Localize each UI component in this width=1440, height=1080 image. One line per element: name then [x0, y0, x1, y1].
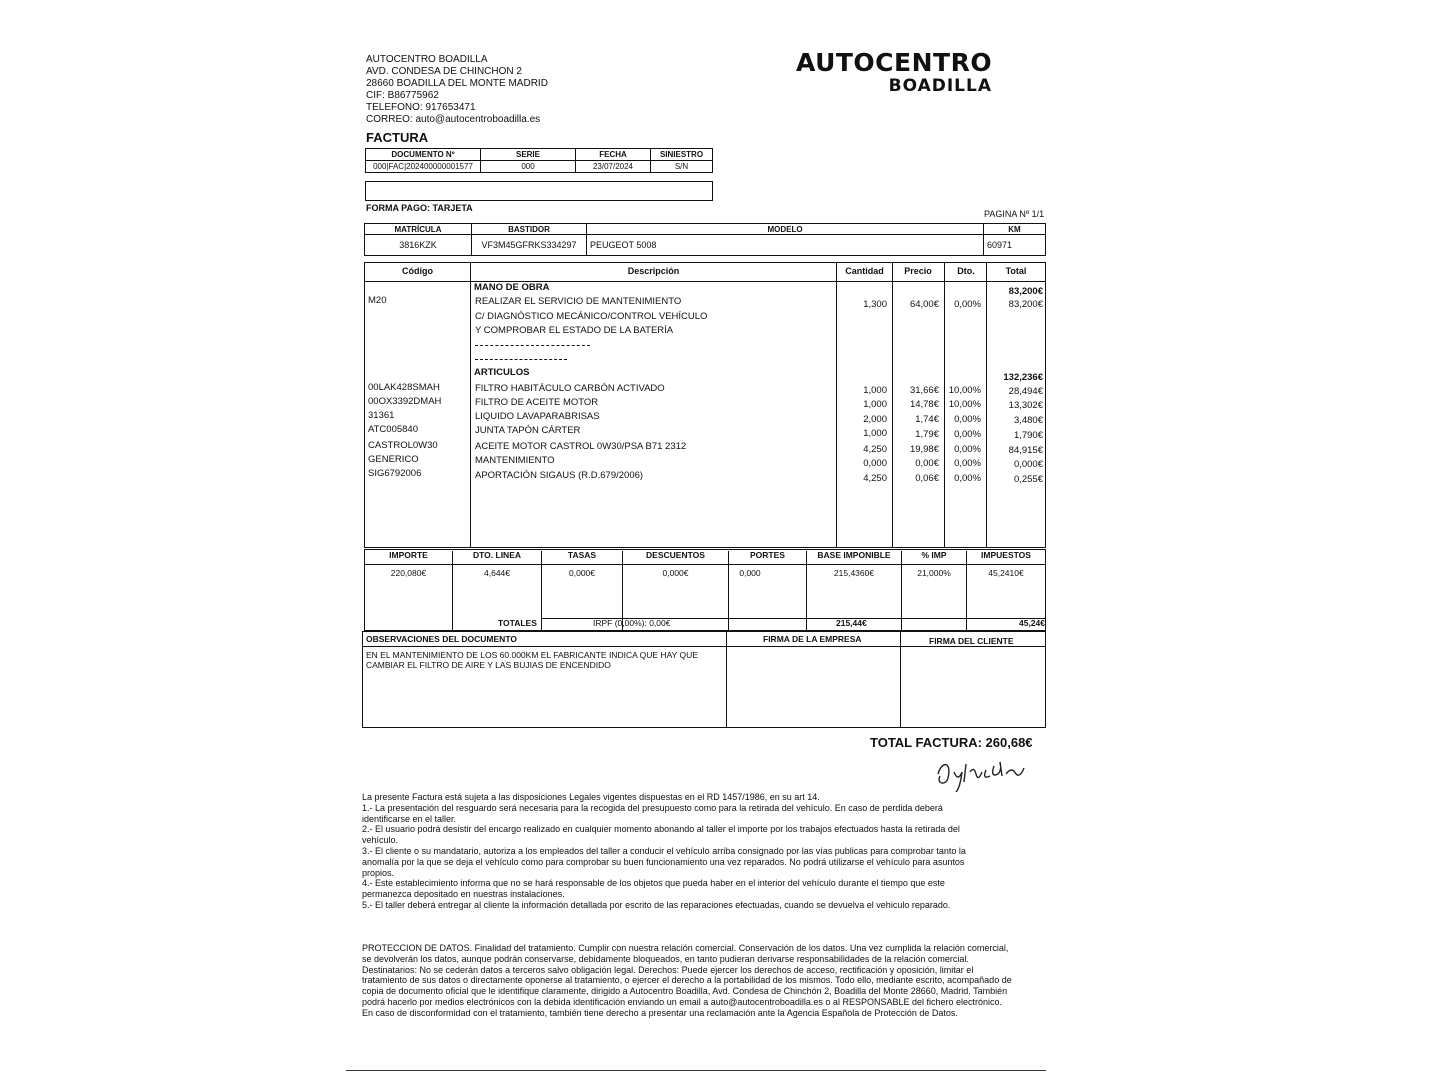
line-total: 13,302€	[1008, 400, 1043, 411]
line-dto: 0,00%	[954, 429, 981, 440]
vehicle-bastidor: VF3M45GFRKS334297	[472, 235, 587, 256]
observations-text: EN EL MANTENIMIENTO DE LOS 60.000KM EL FABRICANTE INDICA QUE HAY QUE CAMBIAR EL FILTRO DE AIRE Y LAS BUJIAS DE ENCENDIDO	[366, 650, 698, 670]
totals-value-descuentos: 0,000€	[662, 568, 689, 578]
line-total: 1,790€	[1013, 430, 1043, 441]
section-mano-de-obra: MANO DE OBRA	[474, 282, 550, 293]
doc-header-documento: DOCUMENTO Nº	[366, 149, 481, 161]
doc-header-siniestro: SINIESTRO	[651, 149, 713, 161]
line-desc: FILTRO HABITÁCULO CARBÓN ACTIVADO	[475, 383, 665, 394]
line-cantidad: 4,250	[863, 444, 887, 455]
line-cantidad: 2,000	[863, 414, 887, 425]
document-info-table	[365, 148, 713, 173]
line-precio: 31,66€	[909, 385, 939, 396]
vehicle-table	[364, 223, 1046, 256]
divider	[452, 551, 453, 630]
impuestos-total: 45,24€	[1019, 618, 1045, 628]
legal-line: 3.- El cliente o su mandatario, autoriza a los empleados del taller a conducir el vehículo arriba consignado por las vías publicas para comprobar tanto la anomalía por la que se deja el vehículo como para comprobar su buen funcionamiento una vez reparados. No podrá utilizarse el vehículo para asuntos propios.	[362, 845, 966, 878]
client-signature-header: FIRMA DEL CLIENTE	[929, 636, 1014, 646]
col-precio: Precio	[904, 266, 932, 276]
legal-line: 2.- El usuario podrá desistir del encargo realizado en cualquier momento abonando al taller el importe por los trabajos efectuados hasta la retirada del vehículo.	[362, 824, 960, 846]
line-total: 28,494€	[1008, 386, 1043, 397]
line-cantidad: 1,000	[863, 428, 887, 439]
line-total: 83,200€	[1008, 299, 1043, 310]
company-signature-header: FIRMA DE LA EMPRESA	[763, 634, 862, 644]
legal-line: 4.- Este establecimiento informa que no se hará responsable de los objetos que pueda haber en el interior del vehículo durante el tiempo que este permanezca depositado en nuestras instalaciones.	[362, 878, 945, 900]
divider	[944, 263, 945, 547]
document-title: FACTURA	[366, 130, 429, 145]
totals-value-impuestos: 45,2410€	[988, 568, 1024, 578]
line-code: 00LAK428SMAH	[368, 382, 440, 393]
divider	[986, 263, 987, 547]
line-desc: C/ DIAGNÓSTICO MECÁNICO/CONTROL VEHÍCULO	[475, 311, 708, 322]
line-code: 31361	[368, 410, 395, 421]
line-total: 0,255€	[1013, 474, 1043, 485]
totals-header-pct-imp: % IMP	[902, 550, 966, 565]
company-info	[366, 54, 548, 126]
line-precio: 14,78€	[909, 399, 939, 410]
totals-value-importe: 220,080€	[390, 568, 427, 578]
bottom-rule	[346, 1070, 1046, 1071]
vehicle-modelo: PEUGEOT 5008	[587, 235, 984, 256]
totals-header-impuestos: IMPUESTOS	[967, 550, 1045, 565]
col-cantidad: Cantidad	[845, 266, 884, 276]
line-precio: 0,00€	[915, 458, 939, 469]
vehicle-header-modelo: MODELO	[587, 224, 984, 235]
logo-line1: AUTOCENTRO	[796, 48, 993, 77]
legal-line: La presente Factura está sujeta a las disposiciones Legales vigentes dispuestas en el RD 1457/1986, en su art 14.	[362, 792, 820, 802]
totals-header-portes: PORTES	[729, 550, 806, 565]
separator-dashes	[475, 359, 567, 360]
line-cantidad: 4,250	[863, 473, 887, 484]
line-dto: 0,00%	[954, 444, 981, 455]
legal-line: 5.- El taller deberá entregar al cliente la información detallada por escrito de las reparaciones efectuadas, cuando se devuelva el vehiculo reparado.	[362, 899, 951, 910]
total-factura: TOTAL FACTURA: 260,68€	[870, 735, 1033, 750]
line-code: 00OX3392DMAH	[368, 396, 442, 407]
page-number: PAGINA Nº 1/1	[984, 209, 1045, 219]
col-total: Total	[1005, 266, 1027, 276]
totales-label: TOTALES	[498, 618, 537, 628]
divider	[363, 646, 1045, 647]
invoice-lines	[364, 262, 1046, 548]
line-dto: 0,00%	[954, 458, 981, 469]
totals-value-base: 215,4360€	[833, 568, 875, 578]
line-cantidad: 0,000	[863, 458, 887, 469]
vehicle-header-bastidor: BASTIDOR	[472, 224, 587, 235]
company-email: CORREO: auto@autocentroboadilla.es	[366, 114, 541, 125]
base-total: 215,44€	[836, 618, 867, 628]
line-precio: 0,06€	[915, 473, 939, 484]
vehicle-header-matricula: MATRÍCULA	[365, 224, 472, 235]
line-desc: APORTACIÓN SIGAUS (R.D.679/2006)	[475, 470, 644, 481]
totals-value-tasas: 0,000€	[569, 568, 595, 578]
line-dto: 10,00%	[948, 385, 981, 396]
line-cantidad: 1,300	[863, 299, 887, 310]
observations-box	[362, 631, 1046, 728]
line-total: 0,000€	[1013, 459, 1043, 470]
totals-value-portes: 0,000	[739, 568, 761, 578]
totals-header-importe: IMPORTE	[365, 550, 452, 565]
line-total: 84,915€	[1008, 445, 1043, 456]
observations-header: OBSERVACIONES DEL DOCUMENTO	[366, 634, 517, 644]
totals-value-pct-imp: 21,000%	[917, 568, 951, 578]
line-desc: LIQUIDO LAVAPARABRISAS	[475, 411, 600, 422]
company-cif: CIF: B86775962	[366, 90, 439, 101]
lines-header	[365, 263, 1045, 282]
legal-line: 1.- La presentación del resguardo será necesaria para la recogida del presupuesto como para la retirada del vehículo. En caso de perdida deberá identificarse en el taller.	[362, 802, 943, 824]
line-cantidad: 1,000	[863, 385, 887, 396]
line-desc: Y COMPROBAR EL ESTADO DE LA BATERÍA	[475, 325, 674, 336]
company-name: AUTOCENTRO BOADILLA	[366, 54, 488, 65]
line-total: 3,480€	[1013, 415, 1043, 426]
doc-value-siniestro: S/N	[651, 161, 713, 173]
company-phone: TELEFONO: 917653471	[366, 102, 476, 113]
totals-value-dto-linea: 4,644€	[484, 568, 510, 578]
totals-table	[364, 549, 1046, 631]
col-descripcion: Descripción	[627, 266, 680, 276]
line-code: SIG6792006	[368, 468, 422, 479]
irpf-value: IRPF (0,00%): 0,00€	[593, 618, 671, 628]
col-dto: Dto.	[957, 266, 975, 276]
line-dto: 0,00%	[954, 299, 981, 310]
line-cantidad: 1,000	[863, 399, 887, 410]
section-articulos: ARTICULOS	[474, 367, 530, 378]
line-desc: REALIZAR EL SERVICIO DE MANTENIMIENTO	[475, 296, 682, 307]
payment-method: FORMA PAGO: TARJETA	[366, 203, 473, 213]
blank-info-box	[365, 181, 713, 201]
data-protection-text: PROTECCION DE DATOS. Finalidad del tratamiento. Cumplir con nuestra relación comercial. Conservación de los datos. Una vez cumplida la relación comercial, se devolverán los datos, aunque podrán conservarse, debidamente bloqueados, en tanto pudieran derivarse responsabilidades de la relación comercial. Destinatarios: No se cederán datos a terceros salvo obligación legal. Derechos: Puede ejercer los derechos de acceso, rectificación y oposición, limitar el tratamiento de sus datos o directamente oponerse al tratamiento, o ejercer el derecho a la portabilidad de los mismos. Todo ello, mediante escrito, acompañado de copia de documento oficial que le identifique claramente, dirigido a Autocentro Boadilla, Avd. Condesa de Chinchón 2, Boadilla del Monte 28660, Madrid. También podrá hacerlo por medios electrónicos con la debida identificación enviando un email a auto@autocentroboadilla.es o al RESPONSABLE del fichero electrónico. En caso de disconformidad con el tratamiento, también tiene derecho a presentar una reclamación ante la Agencia Española de Protección de Datos.	[362, 943, 1012, 1018]
line-code: ATC005840	[368, 424, 418, 435]
logo-line2: BOADILLA	[888, 76, 992, 96]
legal-conditions	[362, 792, 992, 911]
vehicle-km: 60971	[984, 235, 1046, 256]
totals-header-base: BASE IMPONIBLE	[807, 550, 901, 565]
divider	[836, 263, 837, 547]
vehicle-header-km: KM	[984, 224, 1046, 235]
line-desc: FILTRO DE ACEITE MOTOR	[475, 397, 599, 408]
line-precio: 1,79€	[915, 429, 939, 440]
doc-header-serie: SERIE	[481, 149, 576, 161]
separator-dashes	[475, 345, 590, 346]
doc-value-documento: 000|FAC|202400000001577	[366, 161, 481, 173]
subtotal-articulos: 132,236€	[1003, 372, 1043, 383]
doc-header-fecha: FECHA	[576, 149, 651, 161]
totals-header-tasas: TASAS	[542, 550, 622, 565]
totals-header-descuentos: DESCUENTOS	[623, 550, 728, 565]
col-codigo: Código	[402, 266, 433, 276]
doc-value-fecha: 23/07/2024	[576, 161, 651, 173]
subtotal-mano-de-obra: 83,200€	[1008, 286, 1043, 297]
vehicle-matricula: 3816KZK	[365, 235, 472, 256]
line-code: M20	[368, 295, 387, 306]
line-precio: 1,74€	[915, 414, 939, 425]
line-dto: 0,00%	[954, 473, 981, 484]
doc-value-serie: 000	[481, 161, 576, 173]
line-desc: MANTENIMIENTO	[475, 455, 555, 466]
duplicado-signature	[928, 752, 1038, 792]
line-code: GENERICO	[368, 454, 419, 465]
line-desc: ACEITE MOTOR CASTROL 0W30/PSA B71 2312	[475, 441, 687, 452]
line-dto: 0,00%	[954, 414, 981, 425]
company-logo	[796, 50, 992, 96]
line-desc: JUNTA TAPÓN CÁRTER	[475, 425, 581, 436]
line-precio: 64,00€	[909, 299, 939, 310]
line-dto: 10,00%	[948, 399, 981, 410]
totals-header-dto-linea: DTO. LINEA	[453, 550, 541, 565]
company-address: AVD. CONDESA DE CHINCHON 2	[366, 66, 522, 77]
line-precio: 19,98€	[909, 444, 939, 455]
company-city: 28660 BOADILLA DEL MONTE MADRID	[366, 78, 548, 89]
divider	[470, 263, 471, 547]
divider	[892, 263, 893, 547]
line-code: CASTROL0W30	[368, 440, 438, 451]
